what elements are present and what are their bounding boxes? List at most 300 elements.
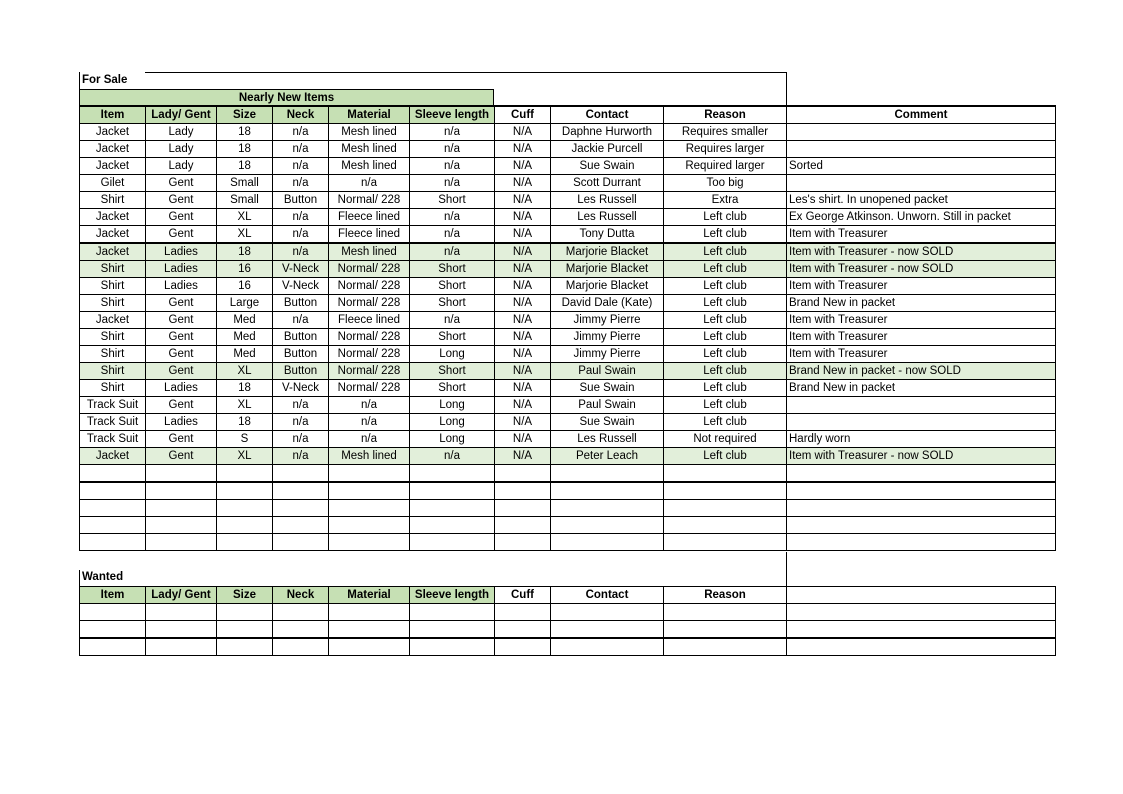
table-cell[interactable] <box>273 604 329 621</box>
table-cell[interactable]: n/a <box>410 175 495 192</box>
table-cell[interactable]: Left club <box>664 448 787 465</box>
table-cell[interactable]: David Dale (Kate) <box>551 295 664 312</box>
table-cell[interactable] <box>787 534 1056 551</box>
table-cell[interactable]: Extra <box>664 192 787 209</box>
table-cell[interactable]: Item with Treasurer <box>787 346 1056 363</box>
table-cell[interactable]: Paul Swain <box>551 363 664 380</box>
table-cell[interactable]: XL <box>217 397 273 414</box>
table-cell[interactable]: Jacket <box>80 448 146 465</box>
header-item: Item <box>80 107 146 124</box>
table-cell[interactable]: n/a <box>273 141 329 158</box>
table-cell[interactable]: Track Suit <box>80 397 146 414</box>
table-cell[interactable] <box>329 638 410 656</box>
table-cell[interactable]: n/a <box>273 226 329 244</box>
table-cell[interactable]: n/a <box>329 414 410 431</box>
table-cell[interactable]: Ladies <box>146 278 217 295</box>
table-cell[interactable]: n/a <box>329 175 410 192</box>
table-cell[interactable]: Short <box>410 295 495 312</box>
table-cell[interactable]: 16 <box>217 278 273 295</box>
table-cell[interactable]: Shirt <box>80 380 146 397</box>
table-cell[interactable] <box>80 465 146 483</box>
table-cell[interactable] <box>273 638 329 656</box>
header-size: Size <box>217 107 273 124</box>
table-cell[interactable]: Ladies <box>146 261 217 278</box>
nearly-new-banner: Nearly New Items <box>79 89 494 106</box>
table-cell[interactable]: Med <box>217 346 273 363</box>
table-cell[interactable]: 18 <box>217 243 273 261</box>
table-cell[interactable]: n/a <box>329 397 410 414</box>
table-cell[interactable]: N/A <box>495 329 551 346</box>
table-cell[interactable] <box>329 621 410 639</box>
table-cell[interactable]: 18 <box>217 141 273 158</box>
table-cell[interactable]: Item with Treasurer <box>787 278 1056 295</box>
table-cell[interactable]: Jacket <box>80 124 146 141</box>
table-cell[interactable]: Fleece lined <box>329 226 410 244</box>
table-cell[interactable] <box>146 517 217 534</box>
table-cell[interactable]: Normal/ 228 <box>329 261 410 278</box>
table-cell[interactable]: Long <box>410 431 495 448</box>
table-cell[interactable]: Tony Dutta <box>551 226 664 244</box>
table-cell[interactable]: Gent <box>146 312 217 329</box>
table-cell[interactable]: S <box>217 431 273 448</box>
table-cell[interactable]: Requires smaller <box>664 124 787 141</box>
table-cell[interactable]: Jimmy Pierre <box>551 329 664 346</box>
table-cell[interactable]: Button <box>273 192 329 209</box>
header-cuff: Cuff <box>495 587 551 604</box>
table-cell[interactable] <box>273 517 329 534</box>
table-row <box>80 346 1056 363</box>
table-cell[interactable]: N/A <box>495 414 551 431</box>
table-cell[interactable] <box>410 534 495 551</box>
table-cell[interactable]: n/a <box>273 397 329 414</box>
table-cell[interactable]: Brand New in packet <box>787 380 1056 397</box>
table-cell[interactable] <box>787 124 1056 141</box>
table-cell[interactable]: Gent <box>146 226 217 244</box>
table-row <box>80 278 1056 295</box>
table-cell[interactable]: N/A <box>495 278 551 295</box>
table-cell[interactable]: Shirt <box>80 192 146 209</box>
wanted-title: Wanted <box>82 571 124 583</box>
table-cell[interactable] <box>217 465 273 483</box>
table-cell[interactable] <box>329 517 410 534</box>
table-cell[interactable] <box>551 621 664 639</box>
table-cell[interactable]: N/A <box>495 363 551 380</box>
table-cell[interactable] <box>146 534 217 551</box>
table-cell[interactable]: Jacket <box>80 209 146 226</box>
table-cell[interactable]: Gent <box>146 209 217 226</box>
table-cell[interactable]: XL <box>217 448 273 465</box>
table-cell[interactable]: n/a <box>273 175 329 192</box>
table-row <box>80 465 1056 483</box>
table-cell[interactable]: N/A <box>495 226 551 244</box>
table-cell[interactable]: Short <box>410 192 495 209</box>
table-cell[interactable] <box>787 482 1056 500</box>
table-cell[interactable]: Required larger <box>664 158 787 175</box>
table-cell[interactable]: Button <box>273 295 329 312</box>
table-cell[interactable] <box>495 604 551 621</box>
table-cell[interactable]: 18 <box>217 158 273 175</box>
table-cell[interactable]: Hardly worn <box>787 431 1056 448</box>
table-cell[interactable]: Ladies <box>146 243 217 261</box>
table-cell[interactable]: Gent <box>146 448 217 465</box>
table-cell[interactable]: Sue Swain <box>551 414 664 431</box>
table-cell[interactable]: V-Neck <box>273 278 329 295</box>
table-cell[interactable]: Marjorie Blacket <box>551 261 664 278</box>
table-cell[interactable]: V-Neck <box>273 261 329 278</box>
table-cell[interactable]: Brand New in packet <box>787 295 1056 312</box>
header-neck: Neck <box>273 107 329 124</box>
table-cell[interactable] <box>273 534 329 551</box>
table-cell[interactable] <box>664 638 787 656</box>
table-cell[interactable] <box>329 500 410 517</box>
table-cell[interactable] <box>551 500 664 517</box>
table-cell[interactable] <box>787 141 1056 158</box>
table-cell[interactable]: Normal/ 228 <box>329 329 410 346</box>
table-cell[interactable]: Jacket <box>80 243 146 261</box>
table-cell[interactable]: Mesh lined <box>329 158 410 175</box>
table-cell[interactable]: V-Neck <box>273 380 329 397</box>
table-cell[interactable]: Left club <box>664 295 787 312</box>
table-cell[interactable]: N/A <box>495 312 551 329</box>
table-cell[interactable]: Left club <box>664 380 787 397</box>
table-cell[interactable]: Ex George Atkinson. Unworn. Still in packet <box>787 209 1056 226</box>
table-cell[interactable] <box>146 604 217 621</box>
table-cell[interactable]: Left club <box>664 329 787 346</box>
table-cell[interactable] <box>495 465 551 483</box>
table-cell[interactable]: Left club <box>664 261 787 278</box>
table-cell[interactable]: n/a <box>329 431 410 448</box>
table-cell[interactable]: 18 <box>217 380 273 397</box>
table-cell[interactable]: Normal/ 228 <box>329 278 410 295</box>
table-cell[interactable]: n/a <box>273 209 329 226</box>
table-cell[interactable] <box>664 465 787 483</box>
table-cell[interactable] <box>217 621 273 639</box>
table-cell[interactable]: Track Suit <box>80 414 146 431</box>
table-cell[interactable] <box>787 465 1056 483</box>
table-cell[interactable] <box>551 638 664 656</box>
table-cell[interactable]: Gent <box>146 397 217 414</box>
table-cell[interactable] <box>80 500 146 517</box>
table-cell[interactable] <box>495 621 551 639</box>
table-cell[interactable] <box>787 500 1056 517</box>
table-cell[interactable] <box>146 638 217 656</box>
table-cell[interactable] <box>146 465 217 483</box>
table-cell[interactable]: Sue Swain <box>551 158 664 175</box>
table-cell[interactable] <box>80 604 146 621</box>
table-row <box>80 295 1056 312</box>
table-row <box>80 604 1056 621</box>
table-cell[interactable]: Item with Treasurer - now SOLD <box>787 448 1056 465</box>
table-cell[interactable]: Left club <box>664 363 787 380</box>
table-cell[interactable]: Item with Treasurer - now SOLD <box>787 261 1056 278</box>
table-cell[interactable] <box>495 534 551 551</box>
table-cell[interactable] <box>80 638 146 656</box>
table-cell[interactable] <box>664 621 787 639</box>
table-cell[interactable]: n/a <box>410 141 495 158</box>
table-cell[interactable] <box>410 604 495 621</box>
table-cell[interactable]: Button <box>273 363 329 380</box>
table-cell[interactable]: Shirt <box>80 346 146 363</box>
table-cell[interactable]: N/A <box>495 380 551 397</box>
table-cell[interactable]: Normal/ 228 <box>329 295 410 312</box>
table-cell[interactable] <box>410 465 495 483</box>
table-cell[interactable] <box>217 604 273 621</box>
table-cell[interactable]: Small <box>217 192 273 209</box>
table-cell[interactable]: N/A <box>495 209 551 226</box>
table-cell[interactable]: Long <box>410 346 495 363</box>
table-cell[interactable]: Left club <box>664 312 787 329</box>
table-cell[interactable] <box>495 638 551 656</box>
table-cell[interactable]: Mesh lined <box>329 141 410 158</box>
table-cell[interactable] <box>146 500 217 517</box>
table-cell[interactable] <box>551 604 664 621</box>
table-cell[interactable] <box>80 534 146 551</box>
table-cell[interactable] <box>217 534 273 551</box>
table-cell[interactable]: Shirt <box>80 295 146 312</box>
table-cell[interactable]: Not required <box>664 431 787 448</box>
table-cell[interactable] <box>410 638 495 656</box>
table-cell[interactable]: Les Russell <box>551 431 664 448</box>
table-cell[interactable]: Small <box>217 175 273 192</box>
table-cell[interactable]: Normal/ 228 <box>329 380 410 397</box>
table-cell[interactable]: n/a <box>410 124 495 141</box>
table-cell[interactable]: 16 <box>217 261 273 278</box>
table-cell[interactable]: n/a <box>410 209 495 226</box>
table-cell[interactable]: 18 <box>217 124 273 141</box>
table-cell[interactable]: Shirt <box>80 329 146 346</box>
table-cell[interactable]: n/a <box>410 312 495 329</box>
table-cell[interactable]: Peter Leach <box>551 448 664 465</box>
table-cell[interactable]: N/A <box>495 243 551 261</box>
table-cell[interactable] <box>329 534 410 551</box>
table-cell[interactable]: n/a <box>410 243 495 261</box>
table-cell[interactable]: Short <box>410 261 495 278</box>
table-cell[interactable] <box>664 482 787 500</box>
table-cell[interactable]: Mesh lined <box>329 124 410 141</box>
table-cell[interactable]: Left club <box>664 397 787 414</box>
table-cell[interactable]: Short <box>410 278 495 295</box>
table-cell[interactable]: Les Russell <box>551 209 664 226</box>
header-reason: Reason <box>664 587 787 604</box>
table-cell[interactable] <box>664 534 787 551</box>
table-cell[interactable]: Large <box>217 295 273 312</box>
table-cell[interactable]: n/a <box>410 226 495 244</box>
table-cell[interactable]: Med <box>217 329 273 346</box>
table-cell[interactable]: Requires larger <box>664 141 787 158</box>
table-cell[interactable]: n/a <box>273 414 329 431</box>
table-cell[interactable] <box>80 482 146 500</box>
table-cell[interactable]: Button <box>273 329 329 346</box>
table-cell[interactable]: Item with Treasurer <box>787 226 1056 244</box>
table-cell[interactable] <box>410 517 495 534</box>
table-cell[interactable]: Jacket <box>80 312 146 329</box>
table-cell[interactable]: Jacket <box>80 158 146 175</box>
table-cell[interactable]: n/a <box>273 158 329 175</box>
table-cell[interactable]: Shirt <box>80 363 146 380</box>
table-cell[interactable]: N/A <box>495 124 551 141</box>
table-row <box>80 638 1056 656</box>
table-cell[interactable] <box>329 482 410 500</box>
table-cell[interactable]: n/a <box>410 158 495 175</box>
table-cell[interactable]: N/A <box>495 192 551 209</box>
table-cell[interactable] <box>329 465 410 483</box>
table-cell[interactable]: N/A <box>495 175 551 192</box>
table-cell[interactable]: Jimmy Pierre <box>551 312 664 329</box>
table-cell[interactable]: N/A <box>495 141 551 158</box>
table-cell[interactable] <box>551 534 664 551</box>
table-cell[interactable]: Jackie Purcell <box>551 141 664 158</box>
table-cell[interactable]: Short <box>410 380 495 397</box>
table-cell[interactable]: Gent <box>146 431 217 448</box>
table-cell[interactable]: Normal/ 228 <box>329 363 410 380</box>
table-row <box>80 397 1056 414</box>
table-cell[interactable]: Left club <box>664 278 787 295</box>
table-row <box>80 500 1056 517</box>
table-cell[interactable]: Gent <box>146 175 217 192</box>
table-cell[interactable]: Marjorie Blacket <box>551 243 664 261</box>
table-cell[interactable]: N/A <box>495 397 551 414</box>
table-cell[interactable]: Normal/ 228 <box>329 346 410 363</box>
table-cell[interactable]: Item with Treasurer <box>787 329 1056 346</box>
table-cell[interactable]: Marjorie Blacket <box>551 278 664 295</box>
table-cell[interactable] <box>217 482 273 500</box>
table-cell[interactable] <box>495 500 551 517</box>
table-cell[interactable]: Shirt <box>80 278 146 295</box>
table-cell[interactable]: Paul Swain <box>551 397 664 414</box>
table-cell[interactable] <box>329 604 410 621</box>
table-cell[interactable]: Item with Treasurer <box>787 312 1056 329</box>
table-cell[interactable]: Ladies <box>146 414 217 431</box>
table-cell[interactable]: Mesh lined <box>329 448 410 465</box>
table-cell[interactable] <box>787 604 1056 621</box>
table-cell[interactable]: n/a <box>410 448 495 465</box>
table-cell[interactable] <box>787 517 1056 534</box>
table-cell[interactable]: Mesh lined <box>329 243 410 261</box>
table-cell[interactable]: n/a <box>273 431 329 448</box>
table-cell[interactable]: Jimmy Pierre <box>551 346 664 363</box>
table-cell[interactable]: Gilet <box>80 175 146 192</box>
table-cell[interactable] <box>217 500 273 517</box>
table-cell[interactable]: N/A <box>495 346 551 363</box>
table-cell[interactable]: Short <box>410 363 495 380</box>
table-cell[interactable]: Left club <box>664 414 787 431</box>
table-cell[interactable]: Left club <box>664 226 787 244</box>
table-cell[interactable] <box>217 517 273 534</box>
table-cell[interactable]: Fleece lined <box>329 312 410 329</box>
table-cell[interactable] <box>217 638 273 656</box>
table-cell[interactable]: Brand New in packet - now SOLD <box>787 363 1056 380</box>
table-cell[interactable]: n/a <box>273 448 329 465</box>
table-cell[interactable]: XL <box>217 363 273 380</box>
table-cell[interactable]: n/a <box>273 312 329 329</box>
table-cell[interactable] <box>410 482 495 500</box>
table-cell[interactable] <box>787 638 1056 656</box>
table-cell[interactable]: Long <box>410 397 495 414</box>
table-cell[interactable]: Jacket <box>80 226 146 244</box>
table-cell[interactable]: Lady <box>146 141 217 158</box>
table-row <box>80 329 1056 346</box>
table-cell[interactable]: N/A <box>495 448 551 465</box>
table-cell[interactable] <box>146 621 217 639</box>
table-cell[interactable]: Les's shirt. In unopened packet <box>787 192 1056 209</box>
table-cell[interactable]: Jacket <box>80 141 146 158</box>
table-cell[interactable] <box>273 465 329 483</box>
table-cell[interactable]: Daphne Hurworth <box>551 124 664 141</box>
table-cell[interactable]: Scott Durrant <box>551 175 664 192</box>
table-cell[interactable] <box>80 621 146 639</box>
table-cell[interactable]: Item with Treasurer - now SOLD <box>787 243 1056 261</box>
table-cell[interactable] <box>80 517 146 534</box>
table-cell[interactable]: XL <box>217 226 273 244</box>
table-cell[interactable] <box>787 175 1056 192</box>
table-cell[interactable] <box>551 465 664 483</box>
table-cell[interactable]: Med <box>217 312 273 329</box>
table-cell[interactable] <box>495 517 551 534</box>
table-cell[interactable] <box>551 482 664 500</box>
table-cell[interactable]: N/A <box>495 295 551 312</box>
table-cell[interactable]: n/a <box>273 124 329 141</box>
table-cell[interactable]: N/A <box>495 158 551 175</box>
table-cell[interactable]: Lady <box>146 158 217 175</box>
table-cell[interactable]: Button <box>273 346 329 363</box>
table-cell[interactable] <box>146 482 217 500</box>
table-cell[interactable] <box>410 500 495 517</box>
table-cell[interactable] <box>787 621 1056 639</box>
table-cell[interactable]: Left club <box>664 346 787 363</box>
table-cell[interactable]: Sorted <box>787 158 1056 175</box>
table-cell[interactable]: Gent <box>146 346 217 363</box>
table-cell[interactable] <box>410 621 495 639</box>
table-cell[interactable] <box>664 604 787 621</box>
table-cell[interactable] <box>664 500 787 517</box>
table-cell[interactable]: XL <box>217 209 273 226</box>
table-cell[interactable]: Shirt <box>80 261 146 278</box>
table-cell[interactable] <box>273 621 329 639</box>
table-cell[interactable]: Short <box>410 329 495 346</box>
table-cell[interactable] <box>664 517 787 534</box>
table-cell[interactable]: Gent <box>146 192 217 209</box>
table-cell[interactable]: N/A <box>495 431 551 448</box>
header-comment: Comment <box>787 107 1056 124</box>
table-cell[interactable]: Left club <box>664 243 787 261</box>
table-row <box>80 141 1056 158</box>
table-cell[interactable]: Les Russell <box>551 192 664 209</box>
table-cell[interactable]: Fleece lined <box>329 209 410 226</box>
table-cell[interactable] <box>787 414 1056 431</box>
table-cell[interactable]: Gent <box>146 295 217 312</box>
table-cell[interactable] <box>495 482 551 500</box>
table-cell[interactable]: Left club <box>664 209 787 226</box>
table-cell[interactable]: Too big <box>664 175 787 192</box>
table-cell[interactable]: Track Suit <box>80 431 146 448</box>
table-cell[interactable] <box>273 482 329 500</box>
table-cell[interactable]: Sue Swain <box>551 380 664 397</box>
table-cell[interactable]: Gent <box>146 363 217 380</box>
table-cell[interactable]: N/A <box>495 261 551 278</box>
table-cell[interactable]: n/a <box>273 243 329 261</box>
table-cell[interactable]: Lady <box>146 124 217 141</box>
table-cell[interactable]: Gent <box>146 329 217 346</box>
table-cell[interactable]: 18 <box>217 414 273 431</box>
table-cell[interactable]: Ladies <box>146 380 217 397</box>
table-cell[interactable] <box>273 500 329 517</box>
table-cell[interactable] <box>787 397 1056 414</box>
table-cell[interactable] <box>551 517 664 534</box>
table-cell[interactable]: Long <box>410 414 495 431</box>
table-row <box>80 209 1056 226</box>
table-cell[interactable]: Normal/ 228 <box>329 192 410 209</box>
header-lady-gent: Lady/ Gent <box>146 587 217 604</box>
